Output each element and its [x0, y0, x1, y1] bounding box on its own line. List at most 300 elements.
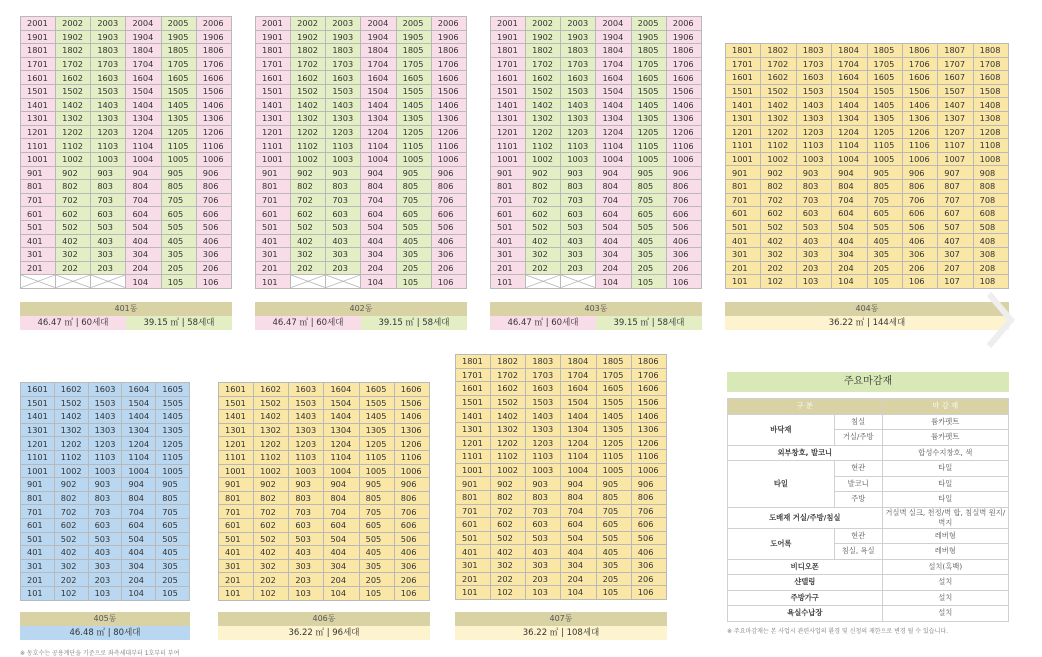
- finish-subcategory: 현관: [834, 528, 882, 544]
- unit-cell: 1002: [761, 152, 796, 166]
- floor-row: [456, 531, 667, 545]
- unit-cell: 1205: [359, 437, 394, 451]
- unit-cell: 402: [254, 546, 289, 560]
- unit-cell: 1603: [88, 383, 122, 397]
- unit-cell: 1406: [431, 98, 466, 112]
- unit-cell: 1906: [666, 30, 701, 44]
- unit-cell: 1401: [21, 98, 56, 112]
- floor-row: [456, 545, 667, 559]
- building-406-area-info: [218, 626, 430, 640]
- unit-cell: 304: [324, 559, 359, 573]
- unit-cell: 804: [122, 491, 156, 505]
- unit-cell: 1206: [631, 436, 666, 450]
- unit-cell: 504: [361, 220, 396, 234]
- unit-cell: 203: [289, 573, 324, 587]
- unit-cell: 1501: [21, 396, 55, 410]
- unit-cell: 706: [666, 193, 701, 207]
- unit-cell: 1301: [726, 111, 761, 125]
- finish-category: 바닥재: [728, 414, 835, 445]
- unit-cell: 1404: [122, 410, 156, 424]
- floor-row: [491, 234, 702, 248]
- floor-row: [726, 275, 1009, 289]
- unit-cell: 904: [596, 166, 631, 180]
- unavailable-cross-icon: [91, 275, 125, 288]
- unit-cell: 705: [596, 504, 631, 518]
- unit-cell: 807: [938, 179, 973, 193]
- floor-row: [726, 166, 1009, 180]
- unit-cell: 906: [196, 166, 231, 180]
- unit-cell: 1101: [219, 450, 254, 464]
- unit-cell: 603: [88, 518, 122, 532]
- unit-cell: 601: [726, 207, 761, 221]
- unit-cell: 1005: [396, 152, 431, 166]
- unit-cell: 1506: [431, 84, 466, 98]
- unit-cell: 1706: [666, 57, 701, 71]
- unit-cell: 205: [161, 261, 196, 275]
- floor-row: [456, 490, 667, 504]
- floor-row: [456, 558, 667, 572]
- unit-cell: 1503: [561, 84, 596, 98]
- unit-cell: 105: [867, 275, 902, 289]
- finish-material: 타일: [882, 461, 1008, 477]
- unit-cell: 1201: [726, 125, 761, 139]
- unit-cell: 1203: [326, 125, 361, 139]
- unit-cell: 605: [396, 207, 431, 221]
- unit-cell: 706: [902, 193, 937, 207]
- unit-cell: 1406: [394, 410, 429, 424]
- unit-cell: 1405: [631, 98, 666, 112]
- floor-row: [21, 450, 190, 464]
- unit-cell: 407: [938, 234, 973, 248]
- unit-cell: 602: [761, 207, 796, 221]
- unit-cell: 201: [491, 261, 526, 275]
- floor-row: [21, 44, 232, 58]
- unit-cell: 1705: [161, 57, 196, 71]
- building-403-label: 403동: [490, 302, 702, 316]
- finish-row: [728, 559, 1009, 575]
- unit-cell: 1808: [973, 44, 1008, 58]
- unit-cell: 1601: [456, 382, 491, 396]
- floor-row: [219, 423, 430, 437]
- floor-row: [256, 180, 467, 194]
- unit-cell: 701: [256, 193, 291, 207]
- unit-cell: 1406: [196, 98, 231, 112]
- building-405-area-info: [20, 626, 190, 640]
- unit-cell: 202: [254, 573, 289, 587]
- unit-cell: 1204: [361, 125, 396, 139]
- unit-cell: 303: [289, 559, 324, 573]
- floor-row: [21, 125, 232, 139]
- unit-cell: 702: [291, 193, 326, 207]
- floor-row: [256, 57, 467, 71]
- unit-cell: 804: [361, 180, 396, 194]
- floor-row: [21, 491, 190, 505]
- unit-cell: 904: [561, 477, 596, 491]
- unit-cell: 1004: [561, 463, 596, 477]
- unit-cell: 1405: [596, 409, 631, 423]
- unit-cell: 503: [326, 220, 361, 234]
- unit-cell: 1503: [326, 84, 361, 98]
- unit-cell: 401: [491, 234, 526, 248]
- unit-cell: 904: [324, 478, 359, 492]
- unit-cell: 1201: [256, 125, 291, 139]
- floor-row: [456, 586, 667, 600]
- unit-cell: 703: [91, 193, 126, 207]
- unit-cell: 1104: [361, 139, 396, 153]
- unit-cell: 1503: [796, 84, 831, 98]
- floor-row: [456, 450, 667, 464]
- unit-cell: 1905: [161, 30, 196, 44]
- unit-cell: 1401: [21, 410, 55, 424]
- unit-cell: 1404: [361, 98, 396, 112]
- unit-cell: 305: [867, 247, 902, 261]
- unit-cell: 1403: [526, 409, 561, 423]
- unit-cell: 401: [726, 234, 761, 248]
- unit-cell: 1506: [631, 395, 666, 409]
- unit-cell: 406: [631, 545, 666, 559]
- unit-cell: 1102: [56, 139, 91, 153]
- unit-cell: 1306: [631, 422, 666, 436]
- floor-row: [21, 518, 190, 532]
- unit-cell: 1604: [832, 71, 867, 85]
- unit-cell: 101: [256, 275, 291, 289]
- unit-cell: 1803: [326, 44, 361, 58]
- unit-cell: 1506: [394, 396, 429, 410]
- unit-cell: 1501: [456, 395, 491, 409]
- unit-cell: 1601: [726, 71, 761, 85]
- unit-cell: 2002: [526, 17, 561, 31]
- unit-cell: 1001: [491, 152, 526, 166]
- unit-cell: 1706: [631, 368, 666, 382]
- unit-cell: 403: [91, 234, 126, 248]
- unit-cell: 1505: [396, 84, 431, 98]
- unit-cell: 706: [631, 504, 666, 518]
- unit-cell: 1405: [161, 98, 196, 112]
- unit-cell: 1201: [456, 436, 491, 450]
- unit-cell: 405: [156, 546, 190, 560]
- unit-cell: 706: [196, 193, 231, 207]
- floor-row: [21, 139, 232, 153]
- unit-cell: 1503: [289, 396, 324, 410]
- unit-cell: 902: [54, 478, 88, 492]
- building-402-grid: [255, 16, 467, 289]
- unit-cell: 505: [359, 532, 394, 546]
- unit-cell: 1204: [122, 437, 156, 451]
- unit-cell: 1602: [526, 71, 561, 85]
- unit-cell: 705: [156, 505, 190, 519]
- unit-cell: 1006: [196, 152, 231, 166]
- floor-row: [219, 559, 430, 573]
- unit-cell: 1401: [219, 410, 254, 424]
- floor-row: [21, 220, 232, 234]
- unit-cell: 603: [796, 207, 831, 221]
- unit-cell: 506: [631, 531, 666, 545]
- unit-cell: 403: [88, 546, 122, 560]
- unit-cell: 1104: [596, 139, 631, 153]
- unit-cell: 105: [631, 275, 666, 289]
- unit-cell: 1105: [867, 139, 902, 153]
- unit-cell: 602: [56, 207, 91, 221]
- unit-cell: 1403: [796, 98, 831, 112]
- floor-row: [726, 207, 1009, 221]
- unit-cell: 302: [491, 558, 526, 572]
- unit-cell: 1902: [56, 30, 91, 44]
- floor-row: [219, 505, 430, 519]
- unit-cell: 1506: [666, 84, 701, 98]
- unit-cell: 1001: [456, 463, 491, 477]
- unit-cell: 406: [394, 546, 429, 560]
- unit-cell: 1301: [219, 423, 254, 437]
- unit-cell: 805: [631, 180, 666, 194]
- unit-cell: 1603: [526, 382, 561, 396]
- unit-cell: 1206: [431, 125, 466, 139]
- unit-cell: 401: [256, 234, 291, 248]
- floor-row: [21, 546, 190, 560]
- finish-material: 륨카펫트: [882, 414, 1008, 430]
- area-units-text: 36.22 ㎡ | 144세대: [725, 316, 1009, 330]
- floor-row: [21, 383, 190, 397]
- unit-cell: 1304: [122, 423, 156, 437]
- unit-cell: 206: [431, 261, 466, 275]
- unit-cell: 1303: [561, 112, 596, 126]
- unit-cell: 1002: [291, 152, 326, 166]
- unit-cell: 504: [561, 531, 596, 545]
- unit-cell: 1502: [761, 84, 796, 98]
- unit-cell: 805: [161, 180, 196, 194]
- unit-cell: 203: [88, 573, 122, 587]
- floor-row: [256, 139, 467, 153]
- unit-cell: 1102: [291, 139, 326, 153]
- unit-cell: 203: [326, 261, 361, 275]
- unit-cell: 1503: [88, 396, 122, 410]
- finish-category: 주방가구: [728, 590, 883, 606]
- unit-cell: 1702: [526, 57, 561, 71]
- floor-row: [256, 30, 467, 44]
- finish-row: [728, 575, 1009, 591]
- floor-row: [726, 44, 1009, 58]
- unit-cell: 1602: [54, 383, 88, 397]
- unit-cell: 305: [396, 248, 431, 262]
- unit-cell: 508: [973, 220, 1008, 234]
- unit-cell: 405: [596, 545, 631, 559]
- unit-cell: 1504: [122, 396, 156, 410]
- unit-cell: 1501: [256, 84, 291, 98]
- unit-cell: 1302: [761, 111, 796, 125]
- unit-cell: 802: [491, 490, 526, 504]
- floor-row: [726, 220, 1009, 234]
- building-404-area-info: [725, 316, 1009, 330]
- floor-row: [491, 17, 702, 31]
- unit-cell: 1303: [526, 422, 561, 436]
- unit-cell: 1005: [156, 464, 190, 478]
- unit-cell: 1904: [596, 30, 631, 44]
- unit-cell: 1106: [196, 139, 231, 153]
- floor-row: [21, 30, 232, 44]
- unit-cell: 1303: [326, 112, 361, 126]
- unit-cell: 904: [361, 166, 396, 180]
- unit-cell: 404: [122, 546, 156, 560]
- unit-cell: 906: [902, 166, 937, 180]
- unit-cell: 605: [161, 207, 196, 221]
- unit-cell: 1408: [973, 98, 1008, 112]
- unit-cell: 1403: [326, 98, 361, 112]
- unit-cell: 1102: [254, 450, 289, 464]
- unit-cell: 802: [254, 491, 289, 505]
- unit-cell: 201: [21, 573, 55, 587]
- unit-cell: 1302: [254, 423, 289, 437]
- finish-header-material: 마 감 재: [882, 399, 1008, 415]
- unit-cell: 1802: [291, 44, 326, 58]
- unit-cell: 1605: [359, 383, 394, 397]
- finish-subcategory: 현관: [834, 461, 882, 477]
- unit-cell: 1606: [902, 71, 937, 85]
- unit-cell: 704: [361, 193, 396, 207]
- unit-cell: 104: [324, 586, 359, 600]
- unit-cell: 1606: [631, 382, 666, 396]
- floor-row: [21, 586, 190, 600]
- unit-cell: 1303: [88, 423, 122, 437]
- unit-cell: 506: [394, 532, 429, 546]
- unit-cell: 408: [973, 234, 1008, 248]
- unit-cell: 706: [431, 193, 466, 207]
- area-units-text: 39.15 ㎡ | 58세대: [596, 316, 702, 330]
- finish-row: [728, 461, 1009, 477]
- unit-cell: 702: [526, 193, 561, 207]
- unit-cell: 403: [326, 234, 361, 248]
- unit-cell: 405: [631, 234, 666, 248]
- unit-cell: 906: [666, 166, 701, 180]
- unit-cell: 308: [973, 247, 1008, 261]
- unit-cell: 1208: [973, 125, 1008, 139]
- unit-cell: 504: [596, 220, 631, 234]
- unit-cell: 301: [256, 248, 291, 262]
- unit-cell: 1605: [596, 382, 631, 396]
- unit-cell: 604: [324, 518, 359, 532]
- building-406-grid: [218, 382, 430, 601]
- unit-cell: 1601: [491, 71, 526, 85]
- unit-cell: 206: [631, 572, 666, 586]
- unit-cell: 101: [726, 275, 761, 289]
- unit-cell: 701: [21, 505, 55, 519]
- unit-cell: 805: [596, 490, 631, 504]
- finish-material: 설치(흑백): [882, 559, 1008, 575]
- unit-cell: 907: [938, 166, 973, 180]
- floor-row: [256, 17, 467, 31]
- unit-cell: 1804: [561, 355, 596, 369]
- unit-cell: 104: [122, 586, 156, 600]
- unit-cell: 801: [456, 490, 491, 504]
- unit-cell: 1801: [21, 44, 56, 58]
- main-finish-materials-panel: [727, 372, 1009, 635]
- unit-cell: 701: [219, 505, 254, 519]
- unit-cell: 106: [631, 586, 666, 600]
- floor-row: [21, 207, 232, 221]
- unit-cell: 1604: [122, 383, 156, 397]
- unit-cell: 1306: [902, 111, 937, 125]
- unit-cell: 505: [596, 531, 631, 545]
- unit-cell: 1106: [902, 139, 937, 153]
- unit-cell: 1104: [832, 139, 867, 153]
- unit-cell: 703: [526, 504, 561, 518]
- unit-cell: 1203: [561, 125, 596, 139]
- unit-cell: 1102: [491, 450, 526, 464]
- floor-row: [256, 234, 467, 248]
- unit-cell: 1404: [561, 409, 596, 423]
- finish-table: [727, 398, 1009, 622]
- unit-cell: 106: [394, 586, 429, 600]
- unit-cell: 1102: [761, 139, 796, 153]
- unit-cell: 902: [254, 478, 289, 492]
- unit-cell: 1502: [54, 396, 88, 410]
- unit-cell: 406: [196, 234, 231, 248]
- unit-cell: 1402: [761, 98, 796, 112]
- floor-row: [491, 180, 702, 194]
- unit-cell: 604: [126, 207, 161, 221]
- unit-cell: 902: [491, 477, 526, 491]
- unit-cell: 302: [56, 248, 91, 262]
- unit-cell: 1001: [21, 464, 55, 478]
- floor-row: [21, 559, 190, 573]
- unit-cell: 1903: [91, 30, 126, 44]
- unit-cell: 1103: [91, 139, 126, 153]
- unit-cell: 1804: [361, 44, 396, 58]
- unit-cell: 606: [631, 518, 666, 532]
- floor-row: [491, 207, 702, 221]
- unit-cell: 1001: [726, 152, 761, 166]
- floor-row: [21, 234, 232, 248]
- unit-cell: 701: [491, 193, 526, 207]
- unit-cell: 703: [561, 193, 596, 207]
- finish-material: 레버형: [882, 528, 1008, 544]
- unit-cell: 1702: [491, 368, 526, 382]
- unit-cell: 403: [289, 546, 324, 560]
- floor-row: [219, 396, 430, 410]
- floor-row: [256, 220, 467, 234]
- unit-cell: 502: [526, 220, 561, 234]
- unit-cell: 1105: [596, 450, 631, 464]
- unit-cell: 402: [761, 234, 796, 248]
- unit-cell: 1305: [867, 111, 902, 125]
- unit-cell: 302: [254, 559, 289, 573]
- unit-cell: 203: [561, 261, 596, 275]
- unit-cell: 401: [456, 545, 491, 559]
- unit-cell: 302: [54, 559, 88, 573]
- floor-row: [491, 166, 702, 180]
- unit-cell: 1905: [396, 30, 431, 44]
- unit-cell: 1702: [291, 57, 326, 71]
- unit-cell: 204: [561, 572, 596, 586]
- unit-cell: 1304: [832, 111, 867, 125]
- unit-cell: 2006: [431, 17, 466, 31]
- unit-cell: 1205: [396, 125, 431, 139]
- floor-row: [456, 422, 667, 436]
- unit-cell: 1106: [431, 139, 466, 153]
- floor-row: [21, 410, 190, 424]
- unit-cell: 404: [324, 546, 359, 560]
- finish-row: [728, 445, 1009, 461]
- unit-cell: 204: [361, 261, 396, 275]
- unit-cell: 704: [122, 505, 156, 519]
- unit-cell: 1508: [973, 84, 1008, 98]
- unit-cell: 1608: [973, 71, 1008, 85]
- floor-row: [726, 111, 1009, 125]
- unit-cell: 1103: [326, 139, 361, 153]
- unit-cell: 202: [56, 261, 91, 275]
- unit-cell: 702: [56, 193, 91, 207]
- unit-cell: 1605: [867, 71, 902, 85]
- unit-cell: 805: [867, 179, 902, 193]
- unit-cell: 1705: [396, 57, 431, 71]
